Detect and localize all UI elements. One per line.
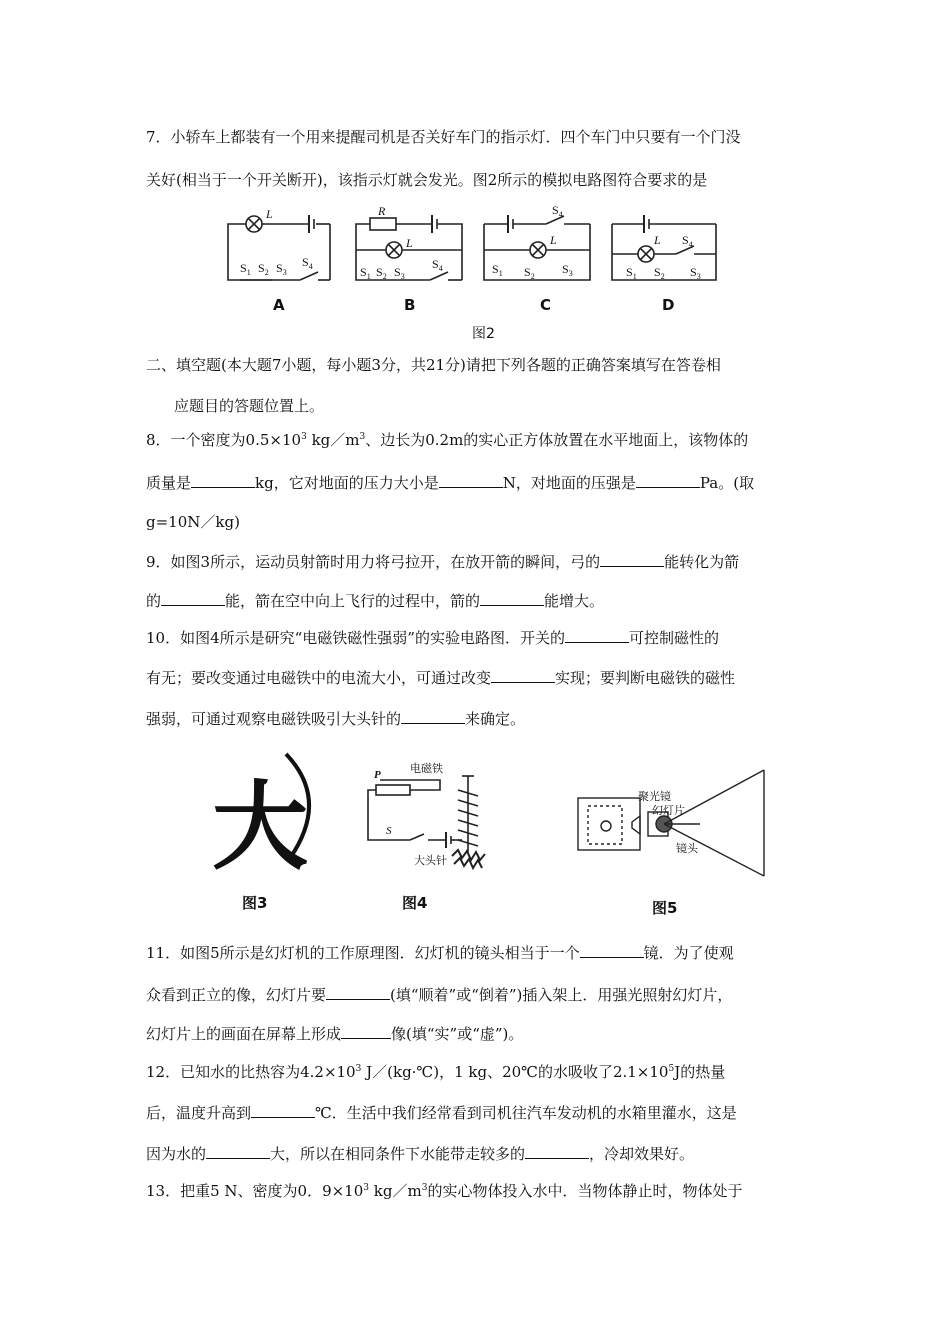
svg-text:S4: $S_4$ [432, 257, 443, 273]
section2-line1: 二、填空题(本大题7小题，每小题3分，共21分)请把下列各题的正确答案填写在答卷相 [146, 356, 721, 374]
q8-line2: 质量是 kg，它对地面的压力大小是 N，对地面的压强是 Pa。(取 [146, 474, 755, 492]
svg-text:L: L [550, 233, 557, 247]
answer-blank[interactable] [480, 591, 544, 606]
q11-line1: 11．如图5所示是幻灯机的工作原理图．幻灯机的镜头相当于一个 镜．为了使观 [146, 944, 734, 962]
section2-line2: 应题目的答题位置上。 [174, 397, 325, 415]
answer-blank[interactable] [580, 943, 644, 958]
svg-text:大头针: 大头针 [414, 855, 447, 867]
q11-line3: 幻灯片上的画面在屏幕上形成 像(填“实”或“虚”)。 [146, 1025, 524, 1043]
svg-text:大: 大 [212, 774, 308, 881]
answer-blank[interactable] [525, 1144, 589, 1159]
svg-text:S3: $S_3$ [562, 262, 573, 278]
svg-text:S2: $S_2$ [524, 265, 535, 281]
svg-text:S2: $S_2$ [654, 265, 665, 281]
q10-line2: 有无；要改变通过电磁铁中的电流大小，可通过改变 实现；要判断电磁铁的磁性 [146, 669, 736, 687]
answer-blank[interactable] [439, 473, 503, 488]
svg-text:L: L [654, 233, 661, 247]
figure-3-caption: 图3 [242, 894, 268, 912]
figure-5-caption: 图5 [652, 899, 678, 917]
svg-text:电磁铁: 电磁铁 [410, 763, 443, 775]
answer-blank[interactable] [191, 473, 255, 488]
label-a-l: L [266, 207, 273, 221]
svg-text:P: P [374, 769, 381, 781]
svg-text:S: S [386, 825, 392, 837]
q9-line2: 的 能，箭在空中向上飞行的过程中，箭的 能增大。 [146, 592, 605, 610]
svg-text:S3: $S_3$ [690, 265, 701, 281]
answer-blank[interactable] [206, 1144, 270, 1159]
q12-line3: 因为水的 大，所以在相同条件下水能带走较多的 ，冷却效果好。 [146, 1145, 695, 1163]
svg-text:S1: $S_1$ [492, 262, 503, 278]
q12-line2: 后，温度升高到 ℃．生活中我们经常看到司机往汽车发动机的水箱里灌水，这是 [146, 1104, 737, 1122]
svg-text:S3: $S_3$ [276, 261, 287, 277]
q8-line1: 8．一个密度为$0.5\times 10^3$ $kg/m^3$、边长为0.2m的实心正方体放置在水平地面上，该物体的 [146, 431, 749, 449]
q7-line2: 关好(相当于一个开关断开)，该指示灯就会发光。图2所示的模拟电路图符合要求的是 [146, 171, 708, 189]
q11-line2: 众看到正立的像，幻灯片要 (填“顺着”或“倒着”)插入架上．用强光照射幻灯片， [146, 986, 733, 1004]
option-a-label: A [273, 296, 285, 314]
svg-text:S1: $S_1$ [240, 261, 251, 277]
answer-blank[interactable] [341, 1024, 391, 1039]
svg-text:S4: $S_4$ [682, 233, 693, 249]
svg-text:S3: $S_3$ [394, 265, 405, 281]
answer-blank[interactable] [636, 473, 700, 488]
q7-line1: 7．小轿车上都装有一个用来提醒司机是否关好车门的指示灯．四个车门中只要有一个门没 [146, 128, 741, 146]
svg-text:S1: $S_1$ [626, 265, 637, 281]
answer-blank[interactable] [600, 552, 664, 567]
svg-text:L: L [406, 236, 413, 250]
q8-line3: g=10N／kg) [146, 513, 240, 531]
svg-text:S4: $S_4$ [552, 205, 563, 219]
q10-line1: 10．如图4所示是研究“电磁铁磁性强弱”的实验电路图．开关的 可控制磁性的 [146, 629, 719, 647]
q10-line3: 强弱，可通过观察电磁铁吸引大头针的 来确定。 [146, 710, 526, 728]
option-d-label: D [662, 296, 675, 314]
figure-4-caption: 图4 [402, 894, 428, 912]
q13-line1: 13．把重5 N、密度为0．$9\times 10^3$ $kg/m^3$的实心物体投入水中．当物体静止时，物体处于 [146, 1182, 743, 1200]
svg-text:S2: $S_2$ [258, 261, 269, 277]
answer-blank[interactable] [251, 1103, 315, 1118]
figure-3-archer [212, 754, 309, 881]
answer-blank[interactable] [401, 709, 465, 724]
svg-text:S2: $S_2$ [376, 265, 387, 281]
figures-3-4-5 [0, 742, 950, 922]
answer-blank[interactable] [161, 591, 225, 606]
svg-text:聚光镜: 聚光镜 [638, 791, 671, 803]
q9-line1: 9．如图3所示，运动员射箭时用力将弓拉开，在放开箭的瞬间，弓的 能转化为箭 [146, 553, 740, 571]
answer-blank[interactable] [326, 985, 390, 1000]
svg-text:镜头: 镜头 [676, 843, 698, 855]
figure-2-caption: 图2 [472, 326, 495, 342]
option-c-label: C [540, 296, 552, 314]
svg-text:S4: $S_4$ [302, 255, 313, 271]
svg-text:S1: $S_1$ [360, 265, 371, 281]
answer-blank[interactable] [491, 668, 555, 683]
q12-line1: 12．已知水的比热容为$4.2\times 10^3$ J／(kg·℃)，1 kg、20℃的水吸收了$2.1\times 10^5J$的热量 [146, 1063, 726, 1081]
svg-text:幻灯片: 幻灯片 [652, 805, 685, 817]
figure-5-projector [578, 770, 764, 876]
svg-text:R: R [378, 205, 386, 218]
option-b-label: B [404, 296, 416, 314]
answer-blank[interactable] [565, 628, 629, 643]
figure-2-circuits [0, 205, 950, 325]
